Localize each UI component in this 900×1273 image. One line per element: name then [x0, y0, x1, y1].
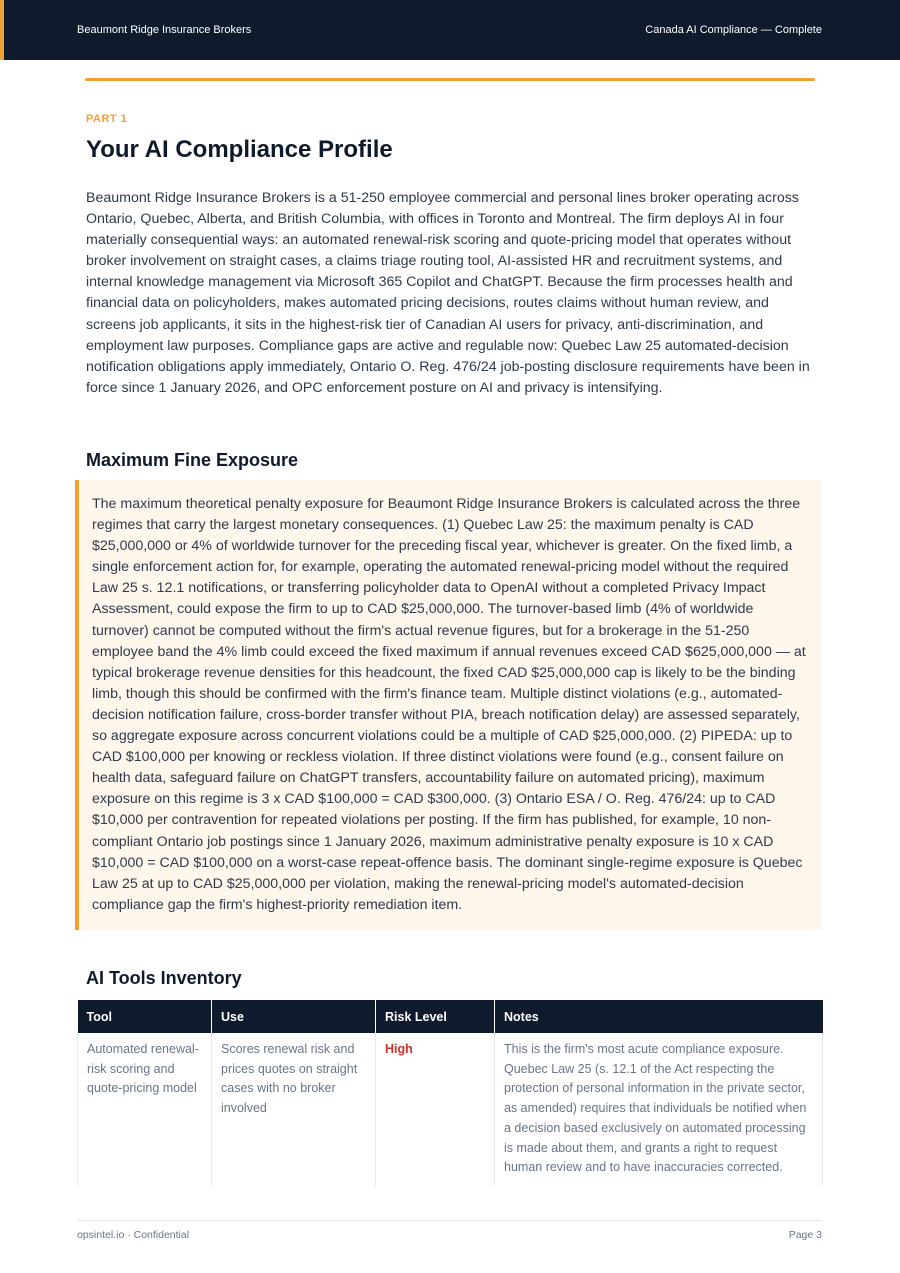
tools-inventory-table	[77, 1000, 823, 1186]
footer-divider	[77, 1220, 822, 1221]
footer-source: opsintel.io · Confidential	[77, 1229, 190, 1241]
cell-notes: This is the firm's most acute compliance exposure. Quebec Law 25 (s. 12.1 of the Act respecting the protection of personal information in the private sector, as amended) requires that individuals be notified when a decision based exclusively on automated processing is made about them, and grants a right to request human review and to have inaccuracies corrected.	[495, 1033, 823, 1186]
report-status: Canada AI Compliance — Complete	[645, 24, 822, 36]
column-header-risk-level: Risk Level	[376, 1000, 495, 1033]
column-header-use: Use	[212, 1000, 376, 1033]
section-divider	[85, 78, 815, 81]
table-header-row	[78, 1000, 823, 1033]
top-header-bar	[0, 0, 900, 60]
page-title: Your AI Compliance Profile	[86, 136, 393, 163]
fine-exposure-callout	[75, 480, 822, 930]
table-row	[78, 1033, 823, 1186]
tools-inventory-heading: AI Tools Inventory	[86, 968, 242, 988]
cell-tool: Automated renewal-risk scoring and quote-pricing model	[78, 1033, 212, 1186]
column-header-notes: Notes	[495, 1000, 823, 1033]
part-label: PART 1	[86, 113, 128, 125]
company-name: Beaumont Ridge Insurance Brokers	[77, 24, 252, 36]
cell-use: Scores renewal risk and prices quotes on straight cases with no broker involved	[212, 1033, 376, 1186]
page-number: Page 3	[788, 1229, 822, 1241]
header-accent-stripe	[0, 0, 4, 60]
risk-level-badge: High	[376, 1033, 495, 1186]
fine-exposure-heading: Maximum Fine Exposure	[86, 450, 299, 470]
profile-intro-paragraph: Beaumont Ridge Insurance Brokers is a 51-250 employee commercial and personal lines broker operating across Ontario, Quebec, Alberta, and British Columbia, with offices in Toronto and Montreal. The firm deploys AI in four materially consequential ways: an automated renewal-risk scoring and quote-pricing model that operates without broker involvement on straight cases, a claims triage routing tool, AI-assisted HR and recruitment systems, and internal knowledge management via Microsoft 365 Copilot and ChatGPT. Because the firm processes health and financial data on policyholders, makes automated pricing decisions, routes claims without human review, and screens job applicants, it sits in the highest-risk tier of Canadian AI users for privacy, anti-discrimination, and employment law purposes. Compliance gaps are active and regulable now: Quebec Law 25 automated-decision notification obligations apply immediately, Ontario O. Reg. 476/24 job-posting disclosure requirements have been in force since 1 January 2026, and OPC enforcement posture on AI and privacy is intensifying.	[86, 190, 810, 396]
fine-exposure-text: The maximum theoretical penalty exposure for Beaumont Ridge Insurance Brokers is calculated across the three regimes that carry the largest monetary consequences. (1) Quebec Law 25: the maximum penalty is CAD $25,000,000 or 4% of worldwide turnover for the preceding fiscal year, whichever is greater. On the fixed limb, a single enforcement action for, for example, operating the automated renewal-pricing model without the required Law 25 s. 12.1 notifications, or transferring policyholder data to OpenAI without a completed Privacy Impact Assessment, could expose the firm to up to CAD $25,000,000. The turnover-based limb (4% of worldwide turnover) cannot be computed without the firm's actual revenue figures, but for a brokerage in the 51-250 employee band the 4% limb could exceed the fixed maximum if annual revenues exceed CAD $625,000,000 — at typical brokerage revenue densities for this headcount, the fixed CAD $25,000,000 cap is likely to be the binding limb, though this should be confirmed with the firm's finance team. Multiple distinct violations (e.g., automated-decision notification failure, cross-border transfer without PIA, breach notification delay) are assessed separately, so aggregate exposure across concurrent violations could be a multiple of CAD $25,000,000. (2) PIPEDA: up to CAD $100,000 per knowing or reckless violation. If three distinct violations were found (e.g., consent failure on health data, safeguard failure on ChatGPT transfers, accountability failure on automated pricing), maximum exposure on this regime is 3 x CAD $100,000 = CAD $300,000. (3) Ontario ESA / O. Reg. 476/24: up to CAD $10,000 per contravention for repeated violations per posting. If the firm has published, for example, 10 non-compliant Ontario job postings since 1 January 2026, maximum administrative penalty exposure is 10 x CAD $10,000 = CAD $100,000 on a worst-case repeat-offence basis. The dominant single-regime exposure is Quebec Law 25 at up to CAD $25,000,000 per violation, making the renewal-pricing model's automated-decision compliance gap the firm's highest-priority remediation item.	[92, 496, 806, 913]
column-header-tool: Tool	[78, 1000, 212, 1033]
